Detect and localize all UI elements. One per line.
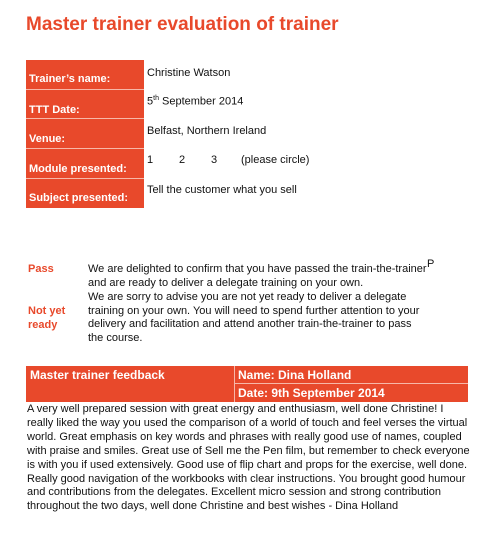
- ttt-date-value: [147, 95, 243, 108]
- venue-value: Belfast, Northern Ireland: [147, 125, 267, 137]
- pass-mark: P: [427, 258, 435, 270]
- feedback-header: [26, 366, 468, 402]
- trainer-name-label: Trainer’s name:: [29, 73, 111, 85]
- module-note: (please circle): [241, 154, 310, 166]
- pass-text: We are delighted to confirm that you have passed the train-the-trainer and are ready to deliver a delegate training on your own.: [88, 263, 427, 289]
- ttt-date-rest: September 2014: [158, 95, 244, 108]
- not-yet-ready-text: We are sorry to advise you are not yet ready to deliver a delegate training on your own. You will need to spend further attention to your delivery and facilitation and attend another train-the-trainer to pass the course.: [88, 291, 420, 344]
- feedback-header-divider: [234, 366, 235, 402]
- feedback-heading: Master trainer feedback: [30, 368, 165, 382]
- subject-value: Tell the customer what you sell: [147, 184, 297, 196]
- module-options: [147, 154, 309, 166]
- not-yet-ready-label: [28, 304, 65, 332]
- module-option-3[interactable]: 3: [211, 154, 218, 166]
- feedback-name: Name: Dina Holland: [238, 368, 352, 382]
- page-title: Master trainer evaluation of trainer: [26, 14, 339, 35]
- not-yet-label-line1: Not yet: [28, 305, 66, 317]
- venue-label: Venue:: [26, 118, 144, 148]
- feedback-body: A very well prepared session with great energy and enthusiasm, well done Christine! I really liked the way you used the comparison of a world of touch and feel verses the virtual world. Great emphasis on key words and phrases with really good use of names, coupled with praise and smiles. Great use of Sell me the Pen film, but remember to check everyone is with you if used extensively. Good use of flip chart and props for the exercise, well done. Really good navigation of the workbooks with clear instructions. You brought good humour and contributions from the delegates. Excellent micro session and strong contribution throughout the two days, well done Christine and best wishes - Dina Holland: [27, 403, 470, 513]
- module-label: Module presented:: [26, 148, 144, 178]
- feedback-date: Date: 9th September 2014: [238, 386, 385, 400]
- subject-label: Subject presented:: [26, 178, 144, 208]
- feedback-header-rule: [234, 383, 468, 384]
- ttt-date-day: 5: [147, 95, 154, 108]
- module-option-1[interactable]: 1: [147, 154, 154, 166]
- ttt-date-suffix: th: [153, 95, 159, 102]
- not-yet-label-line2: ready: [28, 319, 58, 331]
- ttt-date-label: TTT Date:: [26, 89, 144, 118]
- module-option-2[interactable]: 2: [179, 154, 186, 166]
- trainer-name-value: Christine Watson: [147, 67, 231, 79]
- pass-label: Pass: [28, 263, 54, 275]
- label-column: [26, 60, 144, 208]
